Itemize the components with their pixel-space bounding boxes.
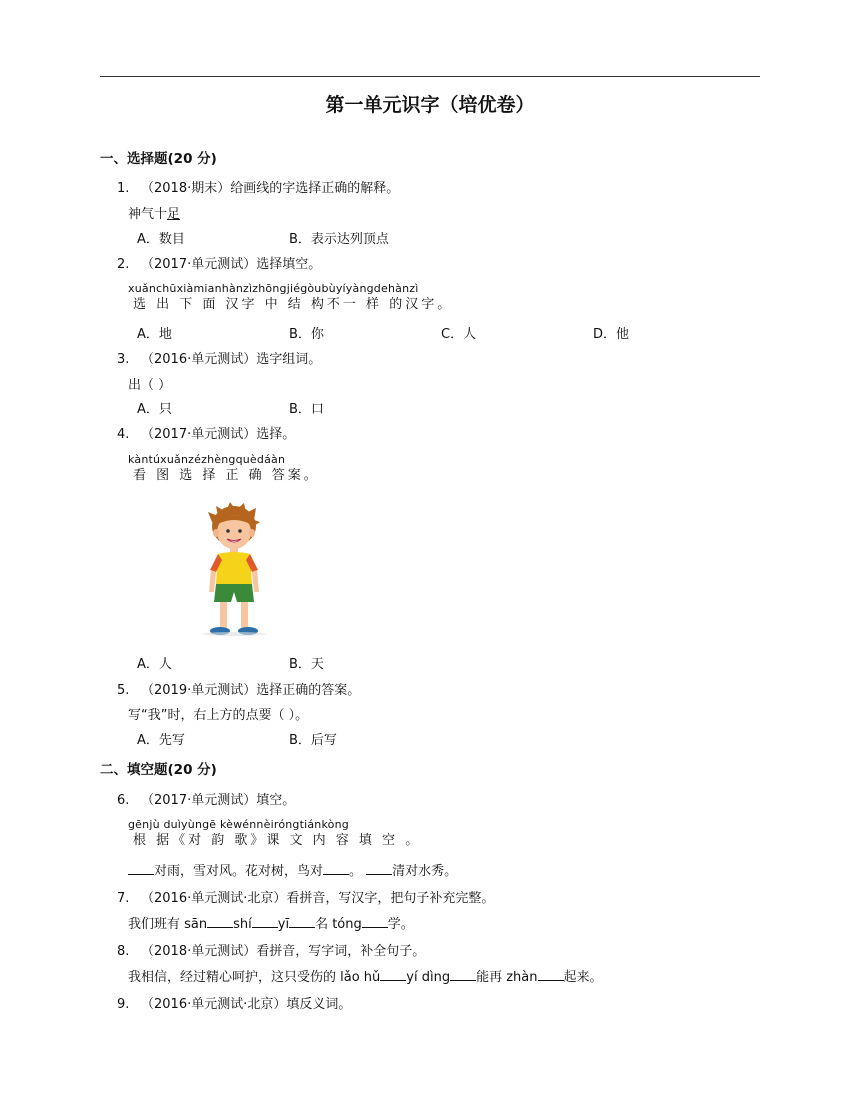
q5-option-a[interactable]: A．先写 <box>137 733 185 748</box>
fill-text: 。 <box>349 864 363 879</box>
question-number: 4. <box>117 427 130 442</box>
blank-field[interactable] <box>128 862 154 875</box>
pinyin-text: sān <box>184 917 208 932</box>
question-7 <box>117 887 494 906</box>
fill-text: 我相信，经过精心呵护，这只受伤的 <box>128 970 341 985</box>
question-stem: （2017·单元测试）填空。 <box>141 793 296 808</box>
q4-pinyin: kàntúxuǎnzézhèngquèdáàn <box>128 453 286 466</box>
q2-pinyin: xuǎnchūxiàmianhànzìzhōngjiégòubùyíyàngdehànzì <box>128 282 419 295</box>
q6-pinyin: gēnjù duìyùngē kèwénnèiróngtiánkòng <box>128 818 349 831</box>
question-stem: （2016·单元测试·北京）看拼音，写汉字，把句子补充完整。 <box>141 891 495 906</box>
blank-field[interactable] <box>362 915 388 928</box>
q2-option-b[interactable]: B．你 <box>289 327 324 342</box>
question-2 <box>117 253 321 272</box>
question-9 <box>117 993 351 1012</box>
question-number: 6. <box>117 793 130 808</box>
pinyin-text: yī <box>277 917 290 932</box>
question-6 <box>117 789 295 808</box>
page-title: 第一单元识字（培优卷） <box>325 94 535 116</box>
question-number: 3. <box>117 352 130 367</box>
q6-fill-line <box>128 860 457 879</box>
q3-option-a[interactable]: A．只 <box>137 402 172 417</box>
q1-phrase <box>128 203 180 222</box>
question-number: 7. <box>117 891 130 906</box>
header-rule <box>100 76 760 77</box>
blank-field[interactable] <box>323 862 349 875</box>
blank-field[interactable] <box>207 915 233 928</box>
fill-text: 清对水秀。 <box>392 864 458 879</box>
question-stem: （2016·单元测试·北京）填反义词。 <box>141 997 352 1012</box>
question-stem: （2018·期末）给画线的字选择正确的解释。 <box>141 181 400 196</box>
q1-option-a[interactable]: A．数目 <box>137 232 185 247</box>
fill-text: 名 <box>315 917 333 932</box>
boy-illustration-icon <box>198 500 270 640</box>
pinyin-text: tóng <box>332 917 362 932</box>
blank-field[interactable] <box>252 915 278 928</box>
q7-fill-line <box>128 913 414 932</box>
section-heading-choice: 一、选择题(20 分) <box>100 151 217 167</box>
blank-field[interactable] <box>380 968 406 981</box>
q3-line: 出（ ） <box>128 378 172 393</box>
blank-field[interactable] <box>366 862 392 875</box>
pinyin-text: zhàn <box>506 970 538 985</box>
question-number: 5. <box>117 683 130 698</box>
q8-fill-line <box>128 966 603 985</box>
question-stem: （2017·单元测试）选择填空。 <box>141 257 322 272</box>
fill-text: 对雨，雪对风。花对树，鸟对 <box>154 864 324 879</box>
question-stem: （2018·单元测试）看拼音，写字词，补全句子。 <box>141 944 426 959</box>
question-4 <box>117 423 295 442</box>
q1-option-b[interactable]: B．表示达列顶点 <box>289 232 389 247</box>
question-stem: （2016·单元测试）选字组词。 <box>141 352 322 367</box>
fill-text: 学。 <box>387 917 414 932</box>
fill-text: 能再 <box>476 970 507 985</box>
fill-text: 我们班有 <box>128 917 185 932</box>
question-number: 9. <box>117 997 130 1012</box>
q2-option-a[interactable]: A．地 <box>137 327 172 342</box>
q3-option-b[interactable]: B．口 <box>289 402 324 417</box>
q4-option-b[interactable]: B．天 <box>289 657 324 672</box>
q5-option-b[interactable]: B．后写 <box>289 733 337 748</box>
phrase-text: 神气十 <box>128 207 168 222</box>
question-1 <box>117 177 399 196</box>
question-8 <box>117 940 425 959</box>
q2-option-c[interactable]: C．人 <box>441 327 477 342</box>
q2-option-d[interactable]: D．他 <box>593 327 630 342</box>
pinyin-text: lǎo hǔ <box>340 970 381 985</box>
question-number: 2. <box>117 257 130 272</box>
fill-text: 起来。 <box>563 970 603 985</box>
blank-field[interactable] <box>450 968 476 981</box>
q2-hanzi: 选 出 下 面 汉字 中 结 构不一 样 的汉字。 <box>133 297 454 312</box>
underlined-char: 足 <box>167 207 181 222</box>
pinyin-text: shí <box>233 917 252 932</box>
q4-option-a[interactable]: A．人 <box>137 657 172 672</box>
question-stem: （2019·单元测试）选择正确的答案。 <box>141 683 361 698</box>
blank-field[interactable] <box>289 915 315 928</box>
question-number: 1. <box>117 181 130 196</box>
question-5 <box>117 679 360 698</box>
section-heading-fill: 二、填空题(20 分) <box>100 762 217 778</box>
question-3 <box>117 348 321 367</box>
q4-hanzi: 看 图 选 择 正 确 答案。 <box>133 468 320 483</box>
q5-line: 写“我”时，右上方的点要（ ）。 <box>128 708 309 723</box>
q6-hanzi: 根 据《对 韵 歌》课 文 内 容 填 空 。 <box>133 833 422 848</box>
question-stem: （2017·单元测试）选择。 <box>141 427 296 442</box>
pinyin-text: yí dìng <box>406 970 451 985</box>
question-number: 8. <box>117 944 130 959</box>
blank-field[interactable] <box>538 968 564 981</box>
